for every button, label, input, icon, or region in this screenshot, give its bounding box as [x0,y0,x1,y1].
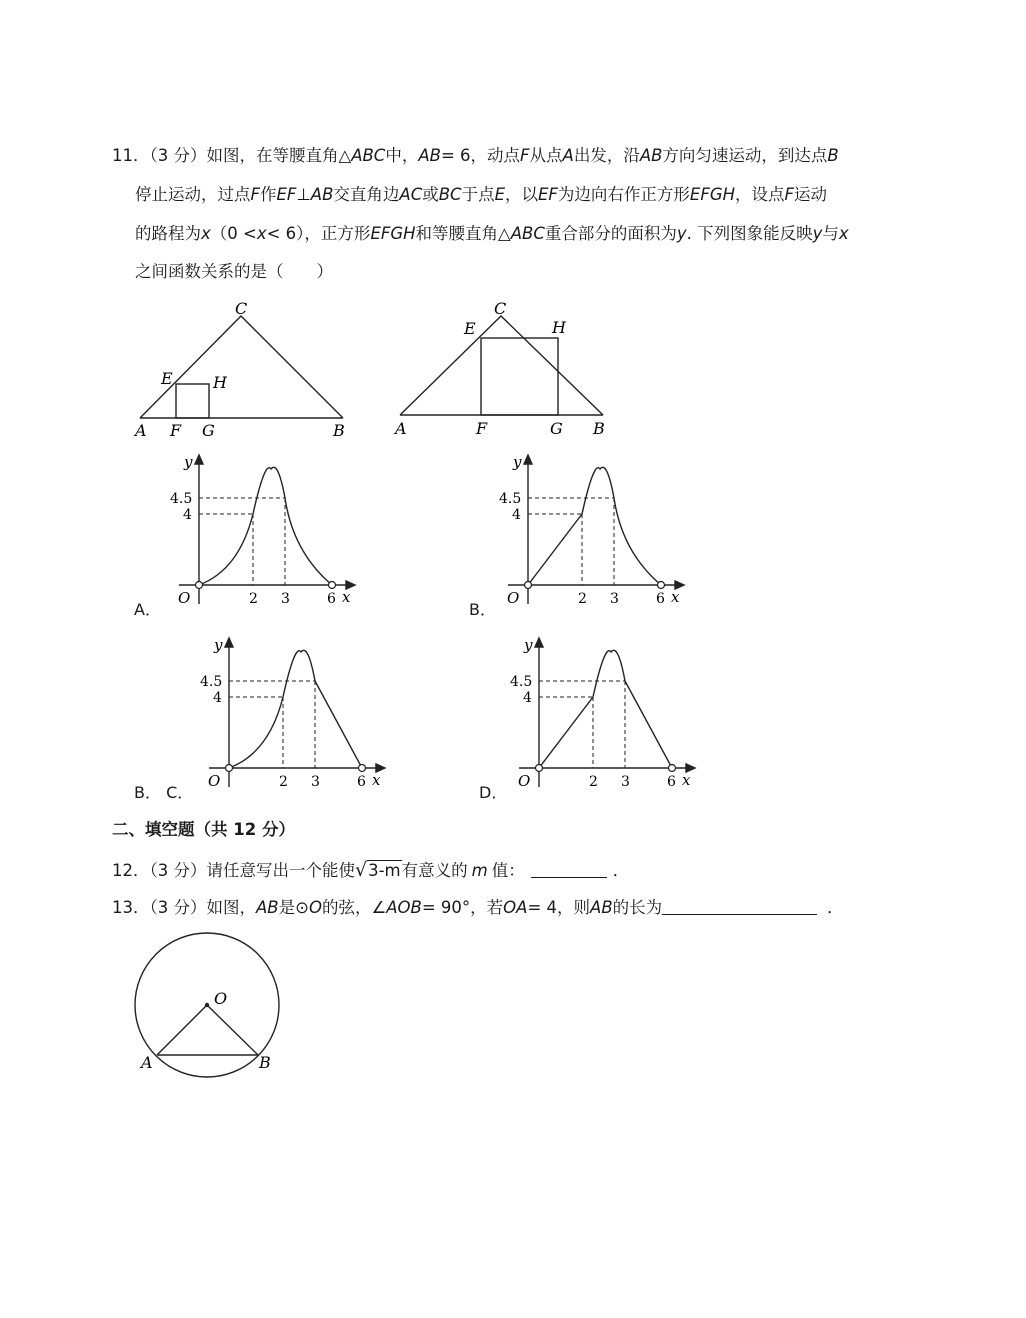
label-f-2: F [476,419,488,438]
graph-b-y-label: y [513,453,522,471]
triangle-figure-1 [130,296,360,444]
triangle-abc-2 [400,316,603,415]
graph-b-origin-label: O [507,589,520,607]
graph-option-c [195,635,395,795]
graph-d-y-tick-4: 4 [523,690,532,706]
label-h-1: H [213,373,227,392]
square-efgh-1 [176,384,209,418]
circle-figure [128,928,288,1084]
radius-ob [207,1005,258,1055]
graph-option-b [494,452,694,612]
label-o: O [214,989,228,1008]
graph-a-y-label: y [184,453,193,471]
graph-d-end-point [669,765,676,772]
graph-a-y-tick-45: 4.5 [170,491,193,507]
q11-line-4: 之间函数关系的是（ ） [135,262,333,281]
graph-d-x-tick-3: 3 [621,774,630,790]
q13-line: 13．（3 分）如图，AB是⊙O的弦，∠AOB= 90°，若OA= 4，则AB的长为 ． [112,898,844,917]
graph-c-curve [229,650,362,768]
graph-d-curve [539,650,672,768]
triangle-figure-2 [390,296,620,444]
graph-b-x-tick-6: 6 [656,591,665,607]
graph-option-a [165,452,365,612]
graph-a-origin-label: O [178,589,191,607]
graph-a-curve [199,467,332,585]
graph-a-origin-point [196,582,203,589]
graph-b-end-point [658,582,665,589]
q12-answer-blank[interactable] [531,861,607,878]
graph-a-x-tick-6: 6 [327,591,336,607]
q11-line-1: 11．（3 分）如图，在等腰直角△ABC中，AB= 6，动点F从点A出发，沿AB方向匀速运动，到达点B [112,146,839,165]
graph-a-x-tick-3: 3 [281,591,290,607]
graph-c-x-tick-2: 2 [279,774,288,790]
graph-c-y-tick-45: 4.5 [200,674,223,690]
graph-b-origin-point [525,582,532,589]
label-a-2: A [395,419,407,438]
graph-option-d [505,635,705,795]
graph-c-end-point [359,765,366,772]
option-d-label[interactable]: D． [479,783,508,802]
graph-b-x-tick-3: 3 [610,591,619,607]
option-b-label[interactable]: B． [469,600,496,619]
graph-a-end-point [329,582,336,589]
graph-a-x-label: x [342,588,351,606]
label-b-2: B [593,419,605,438]
q11-line-2: 停止运动，过点F作EF⊥AB交直角边AC或BC于点E，以EF为边向右作正方形EFGH，设点F运动 [135,185,828,204]
sqrt-symbol: √ [355,859,368,881]
sqrt-radicand: 3-m [368,861,401,880]
label-a-1: A [135,421,147,440]
label-g-1: G [202,421,215,440]
graph-d-axes [519,638,695,787]
option-c-label[interactable]: B． C． [134,783,194,802]
graph-d-origin-point [536,765,543,772]
radius-oa [157,1005,207,1055]
graph-c-x-label: x [372,771,381,789]
label-g-2: G [550,419,563,438]
label-b: B [259,1053,271,1072]
graph-d-guides [539,681,625,768]
q13-answer-blank[interactable] [662,898,817,915]
graph-d-x-tick-6: 6 [667,774,676,790]
graph-c-x-tick-3: 3 [311,774,320,790]
graph-b-x-tick-2: 2 [578,591,587,607]
label-h-2: H [552,318,566,337]
option-a-label[interactable]: A． [134,600,161,619]
graph-c-origin-point [226,765,233,772]
graph-c-y-label: y [214,636,223,654]
graph-d-origin-label: O [518,772,531,790]
graph-b-curve [528,467,661,585]
graph-a-x-tick-2: 2 [249,591,258,607]
graph-a-guides [199,498,285,585]
label-a: A [141,1053,153,1072]
label-e-2: E [464,319,476,338]
graph-c-y-tick-4: 4 [213,690,222,706]
graph-b-y-tick-45: 4.5 [499,491,522,507]
graph-d-y-label: y [524,636,533,654]
graph-c-guides [229,681,315,768]
q11-line-3: 的路程为x（0 <x< 6），正方形EFGH和等腰直角△ABC重合部分的面积为y. 下列图象能反映y与x [135,224,849,243]
graph-a-y-tick-4: 4 [183,507,192,523]
graph-b-guides [528,498,614,585]
label-c-1: C [235,299,248,318]
graph-b-x-label: x [671,588,680,606]
center-point [205,1003,209,1007]
graph-c-origin-label: O [208,772,221,790]
graph-b-y-tick-4: 4 [512,507,521,523]
square-efgh-2 [481,338,558,415]
label-f-1: F [170,421,182,440]
graph-c-x-tick-6: 6 [357,774,366,790]
graph-d-x-label: x [682,771,691,789]
graph-d-x-tick-2: 2 [589,774,598,790]
graph-d-y-tick-45: 4.5 [510,674,533,690]
label-b-1: B [333,421,345,440]
section-2-title: 二、填空题（共 12 分） [112,820,295,839]
triangle-abc-1 [140,316,343,418]
label-e-1: E [161,369,173,388]
label-c-2: C [494,299,507,318]
q12-line: 12．（3 分）请任意写出一个能使√3-m有意义的 m 值： ． [112,859,630,881]
